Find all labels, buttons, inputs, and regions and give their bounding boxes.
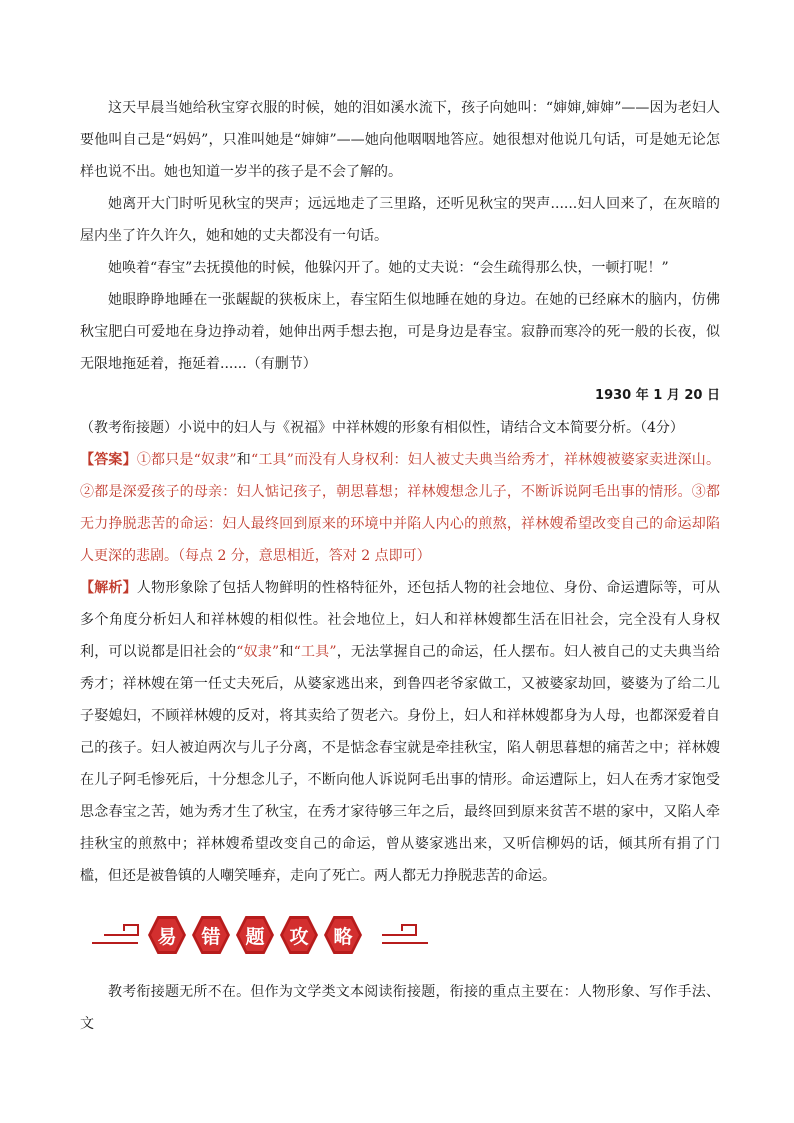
answer-quote-slave: “奴隶” [193, 452, 237, 468]
answer-tag: 【答案】 [80, 452, 137, 468]
story-paragraph-3: 她唤着“春宝”去抚摸他的时候，他躲闪开了。她的丈夫说：“会生疏得那么快，一顿打呢！” [108, 260, 669, 276]
analysis-and: 和 [279, 644, 294, 660]
question-text: （教考衔接题）小说中的妇人与《祝福》中祥林嫂的形象有相似性，请结合文本简要分析。（4分） [80, 420, 684, 436]
answer-quote-tool: “工具” [250, 452, 294, 468]
analysis-quote-slave: “奴隶” [236, 644, 280, 660]
analysis-tag: 【解析】 [80, 580, 137, 596]
section-banner-error-strategy [90, 905, 430, 965]
banner-char-2: 错 [192, 916, 230, 954]
banner-char-4: 攻 [280, 916, 318, 954]
analysis-part2: ，无法掌握自己的命运，任人摆布。妇人被自己的丈夫典当给秀才；祥林嫂在第一任丈夫死后，从婆家逃出来，到鲁四老爷家做工，又被婆家劫回，婆婆为了给二儿子娶媳妇，不顾祥林嫂的反对，将其卖给了贺老六。身份上，妇人和祥林嫂都身为人母，也都深爱着自己的孩子。妇人被迫两次与儿子分离，不是惦念春宝就是牵挂秋宝，陷人朝思暮想的痛苦之中；祥林嫂在儿子阿毛惨死后，十分想念儿子，不断向他人诉说阿毛出事的情形。命运遭际上，妇人在秀才家饱受思念春宝之苦，她为秀才生了秋宝，在秀才家待够三年之后，最终回到原来贫苦不堪的家中，又陷人牵挂秋宝的煎熬中；祥林嫂希望改变自己的命运，曾从婆家逃出来，又听信柳妈的话，倾其所有捐了门槛，但还是被鲁镇的人嘲笑唾弃，走向了死亡。两人都无力挣脱悲苦的命运。 [80, 644, 720, 884]
answer-block [80, 444, 720, 572]
answer-and: 和 [236, 452, 251, 468]
banner-char-3: 题 [236, 916, 274, 954]
answer-rest: 而没有人身权利：妇人被丈夫典当给秀才，祥林嫂被婆家卖进深山。②都是深爱孩子的母亲：妇人惦记孩子，朝思暮想；祥林嫂想念儿子，不断诉说阿毛出事的情形。③都无力挣脱悲苦的命运：妇人最终回到原来的环境中并陷人内心的煎熬，祥林嫂希望改变自己的命运却陷人更深的悲剧。（每点 2 分，意思相近，答对 2 点即可） [80, 452, 720, 564]
story-date: 1930 年 1 月 20 日 [595, 388, 720, 403]
analysis-block [80, 572, 720, 892]
banner-char-5: 略 [324, 916, 362, 954]
story-paragraph-2: 她离开大门时听见秋宝的哭声；远远地走了三里路，还听见秋宝的哭声......妇人回来了，在灰暗的屋内坐了许久许久，她和她的丈夫都没有一句话。 [80, 196, 720, 244]
answer-pre: ①都只是 [136, 452, 194, 468]
document-body [80, 92, 720, 892]
banner-char-1: 易 [148, 916, 186, 954]
analysis-part1: 人物形象除了包括人物鲜明的性格特征外，还包括人物的社会地位、身份、命运遭际等，可从多个角度分析妇人和祥林嫂的相似性。社会地位上，妇人和祥林嫂都生活在旧社会，完全没有人身权利，可以说都是旧社会的 [80, 580, 721, 660]
closing-paragraph: 教考衔接题无所不在。但作为文学类文本阅读衔接题，衔接的重点主要在：人物形象、写作手法、文 [80, 984, 720, 1032]
closing-section [80, 976, 720, 1040]
story-paragraph-1: 这天早晨当她给秋宝穿衣服的时候，她的泪如溪水流下，孩子向她叫：“婶婶,婶婶”——因为老妇人要他叫自己是“妈妈”，只准叫她是“婶婶”——她向他咽咽地答应。她很想对他说几句话，可是她无论怎样也说不出。她也知道一岁半的孩子是不会了解的。 [80, 100, 720, 180]
analysis-quote-tool: “工具” [293, 644, 337, 660]
story-paragraph-4: 她眼睁睁地睡在一张龌龊的狭板床上，春宝陌生似地睡在她的身边。在她的已经麻木的脑内，仿佛秋宝肥白可爱地在身边挣动着，她伸出两手想去抱，可是身边是春宝。寂静而寒冷的死一般的长夜，似无限地拖延着，拖延着......（有删节） [80, 292, 720, 372]
